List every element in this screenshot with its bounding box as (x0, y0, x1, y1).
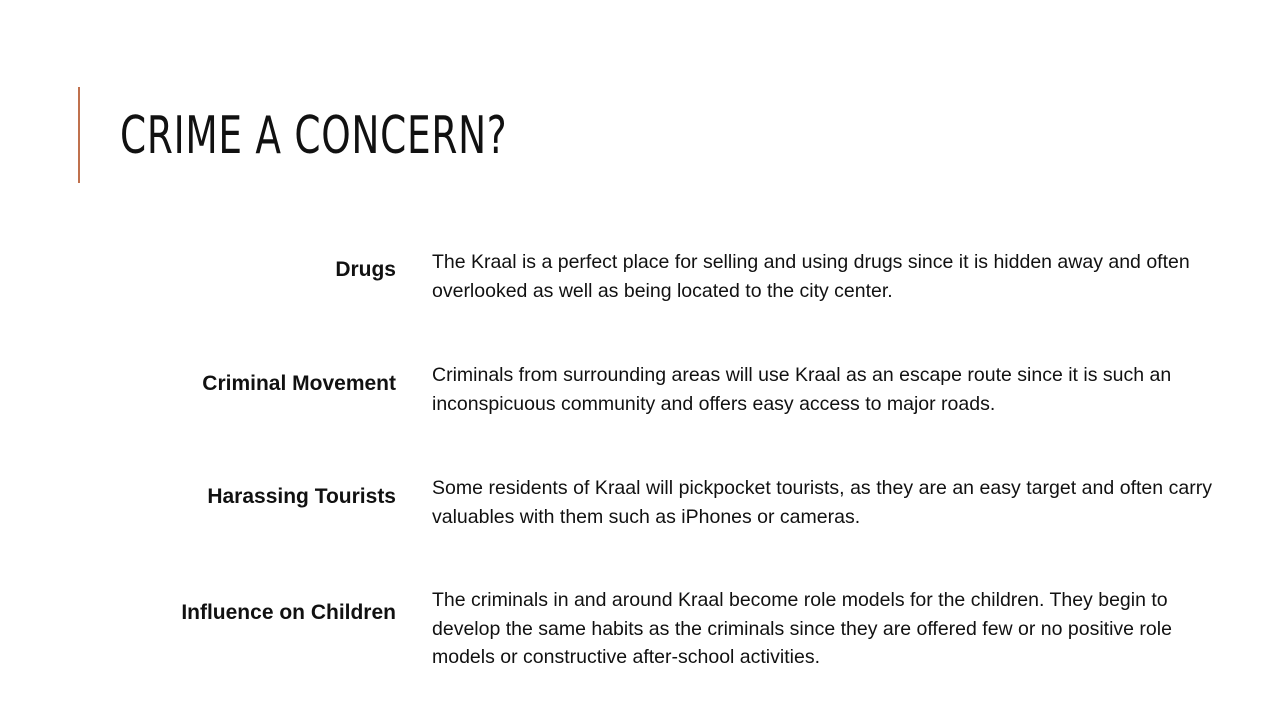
item-label: Harassing Tourists (207, 485, 396, 508)
item-label: Drugs (335, 258, 396, 281)
item-description: Criminals from surrounding areas will use Kraal as an escape route since it is such an inconspicuous community and offers easy access to major roads. (432, 364, 1172, 415)
item-description: The criminals in and around Kraal become role models for the children. They begin to develop the same habits as the criminals since they are offered few or no positive role models or constructive after-school activities. (432, 589, 1172, 668)
item-description: Some residents of Kraal will pickpocket tourists, as they are an easy target and often carry valuables with them such as iPhones or cameras. (432, 477, 1212, 528)
item-label: Influence on Children (181, 601, 396, 624)
item-description: The Kraal is a perfect place for selling and using drugs since it is hidden away and often overlooked as well as being located to the city center. (432, 251, 1190, 302)
item-label: Criminal Movement (202, 372, 396, 395)
title-accent-bar (78, 87, 80, 183)
slide-title: CRIME A CONCERN? (120, 106, 508, 166)
